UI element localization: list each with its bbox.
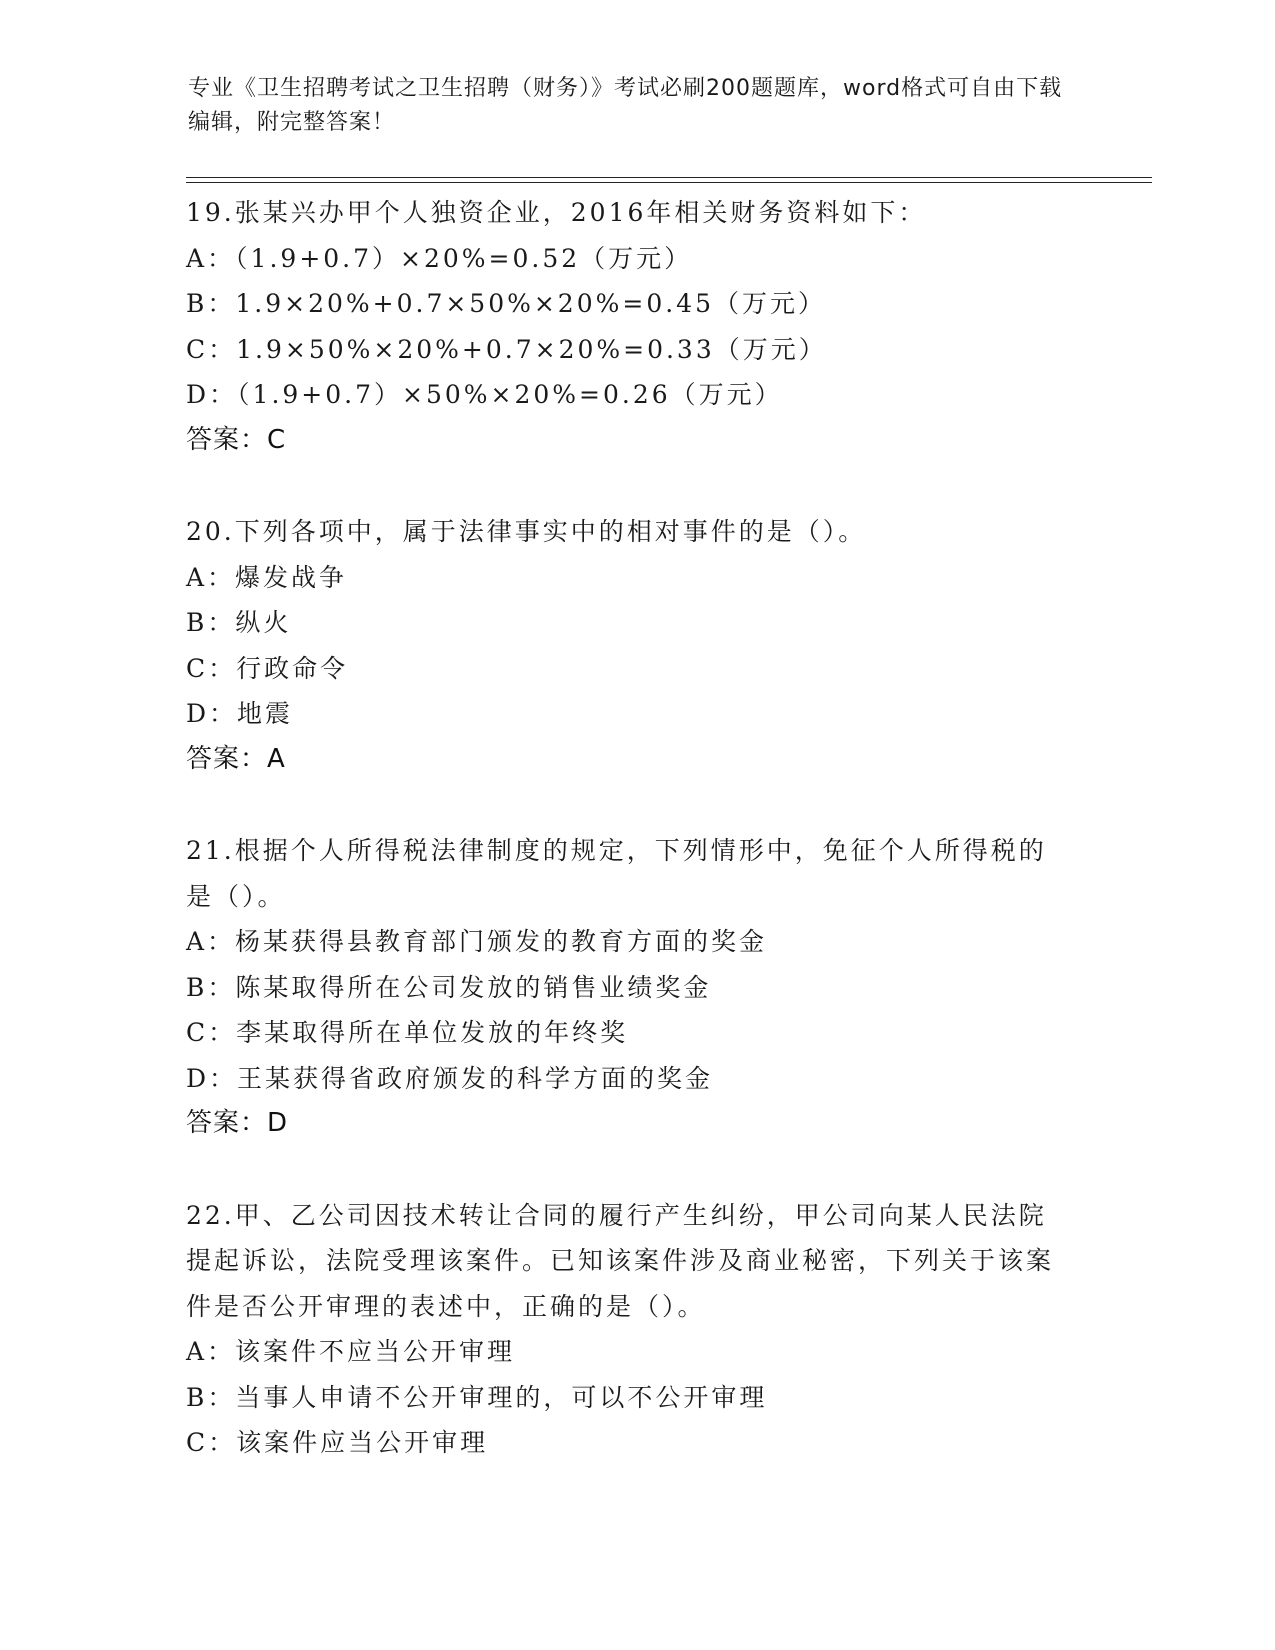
option-a: A：爆发战争 — [186, 562, 348, 592]
question-stem: 21.根据个人所得税法律制度的规定，下列情形中，免征个人所得税的是（）。 — [186, 836, 1047, 911]
option-d: D：王某获得省政府颁发的科学方面的奖金 — [186, 1063, 714, 1093]
header-rule-top — [186, 177, 1152, 178]
answer-line: 答案：A — [186, 743, 286, 774]
option-a: A：该案件不应当公开审理 — [186, 1337, 516, 1366]
document-header: 专业《卫生招聘考试之卫生招聘（财务）》考试必刷200题题库，word格式可自由下载编辑，附完整答案！ — [188, 76, 1063, 135]
option-c: C：该案件应当公开审理 — [186, 1428, 489, 1457]
option-c: C：行政命令 — [186, 653, 349, 683]
question-22 — [186, 1193, 1086, 1466]
option-d: D：（1.9+0.7）×50%×20%=0.26（万元） — [186, 380, 783, 409]
option-d: D：地震 — [186, 699, 294, 728]
question-19 — [186, 190, 1086, 463]
option-b: B：陈某取得所在公司发放的销售业绩奖金 — [186, 972, 712, 1002]
question-21 — [186, 828, 1086, 1147]
option-b: B：当事人申请不公开审理的，可以不公开审理 — [186, 1382, 768, 1412]
question-stem: 20.下列各项中，属于法律事实中的相对事件的是（）。 — [186, 517, 867, 546]
option-c: C：1.9×50%×20%+0.7×20%=0.33（万元） — [186, 334, 827, 364]
option-b: B：1.9×20%+0.7×50%×20%=0.45（万元） — [186, 289, 826, 318]
question-stem: 19.张某兴办甲个人独资企业，2016年相关财务资料如下： — [186, 198, 927, 227]
option-a: A：杨某获得县教育部门颁发的教育方面的奖金 — [186, 927, 768, 956]
option-b: B：纵火 — [186, 608, 292, 637]
option-a: A：（1.9+0.7）×20%=0.52（万元） — [186, 243, 693, 273]
answer-line: 答案：C — [186, 424, 287, 455]
question-20 — [186, 509, 1086, 782]
header-rule-bottom — [186, 182, 1152, 183]
option-c: C：李某取得所在单位发放的年终奖 — [186, 1018, 629, 1047]
answer-line: 答案：D — [186, 1108, 289, 1138]
question-stem: 22.甲、乙公司因技术转让合同的履行产生纠纷，甲公司向某人民法院提起诉讼，法院受理该案件。已知该案件涉及商业秘密，下列关于该案件是否公开审理的表述中，正确的是（）。 — [186, 1200, 1055, 1321]
question-list — [186, 190, 1086, 1512]
